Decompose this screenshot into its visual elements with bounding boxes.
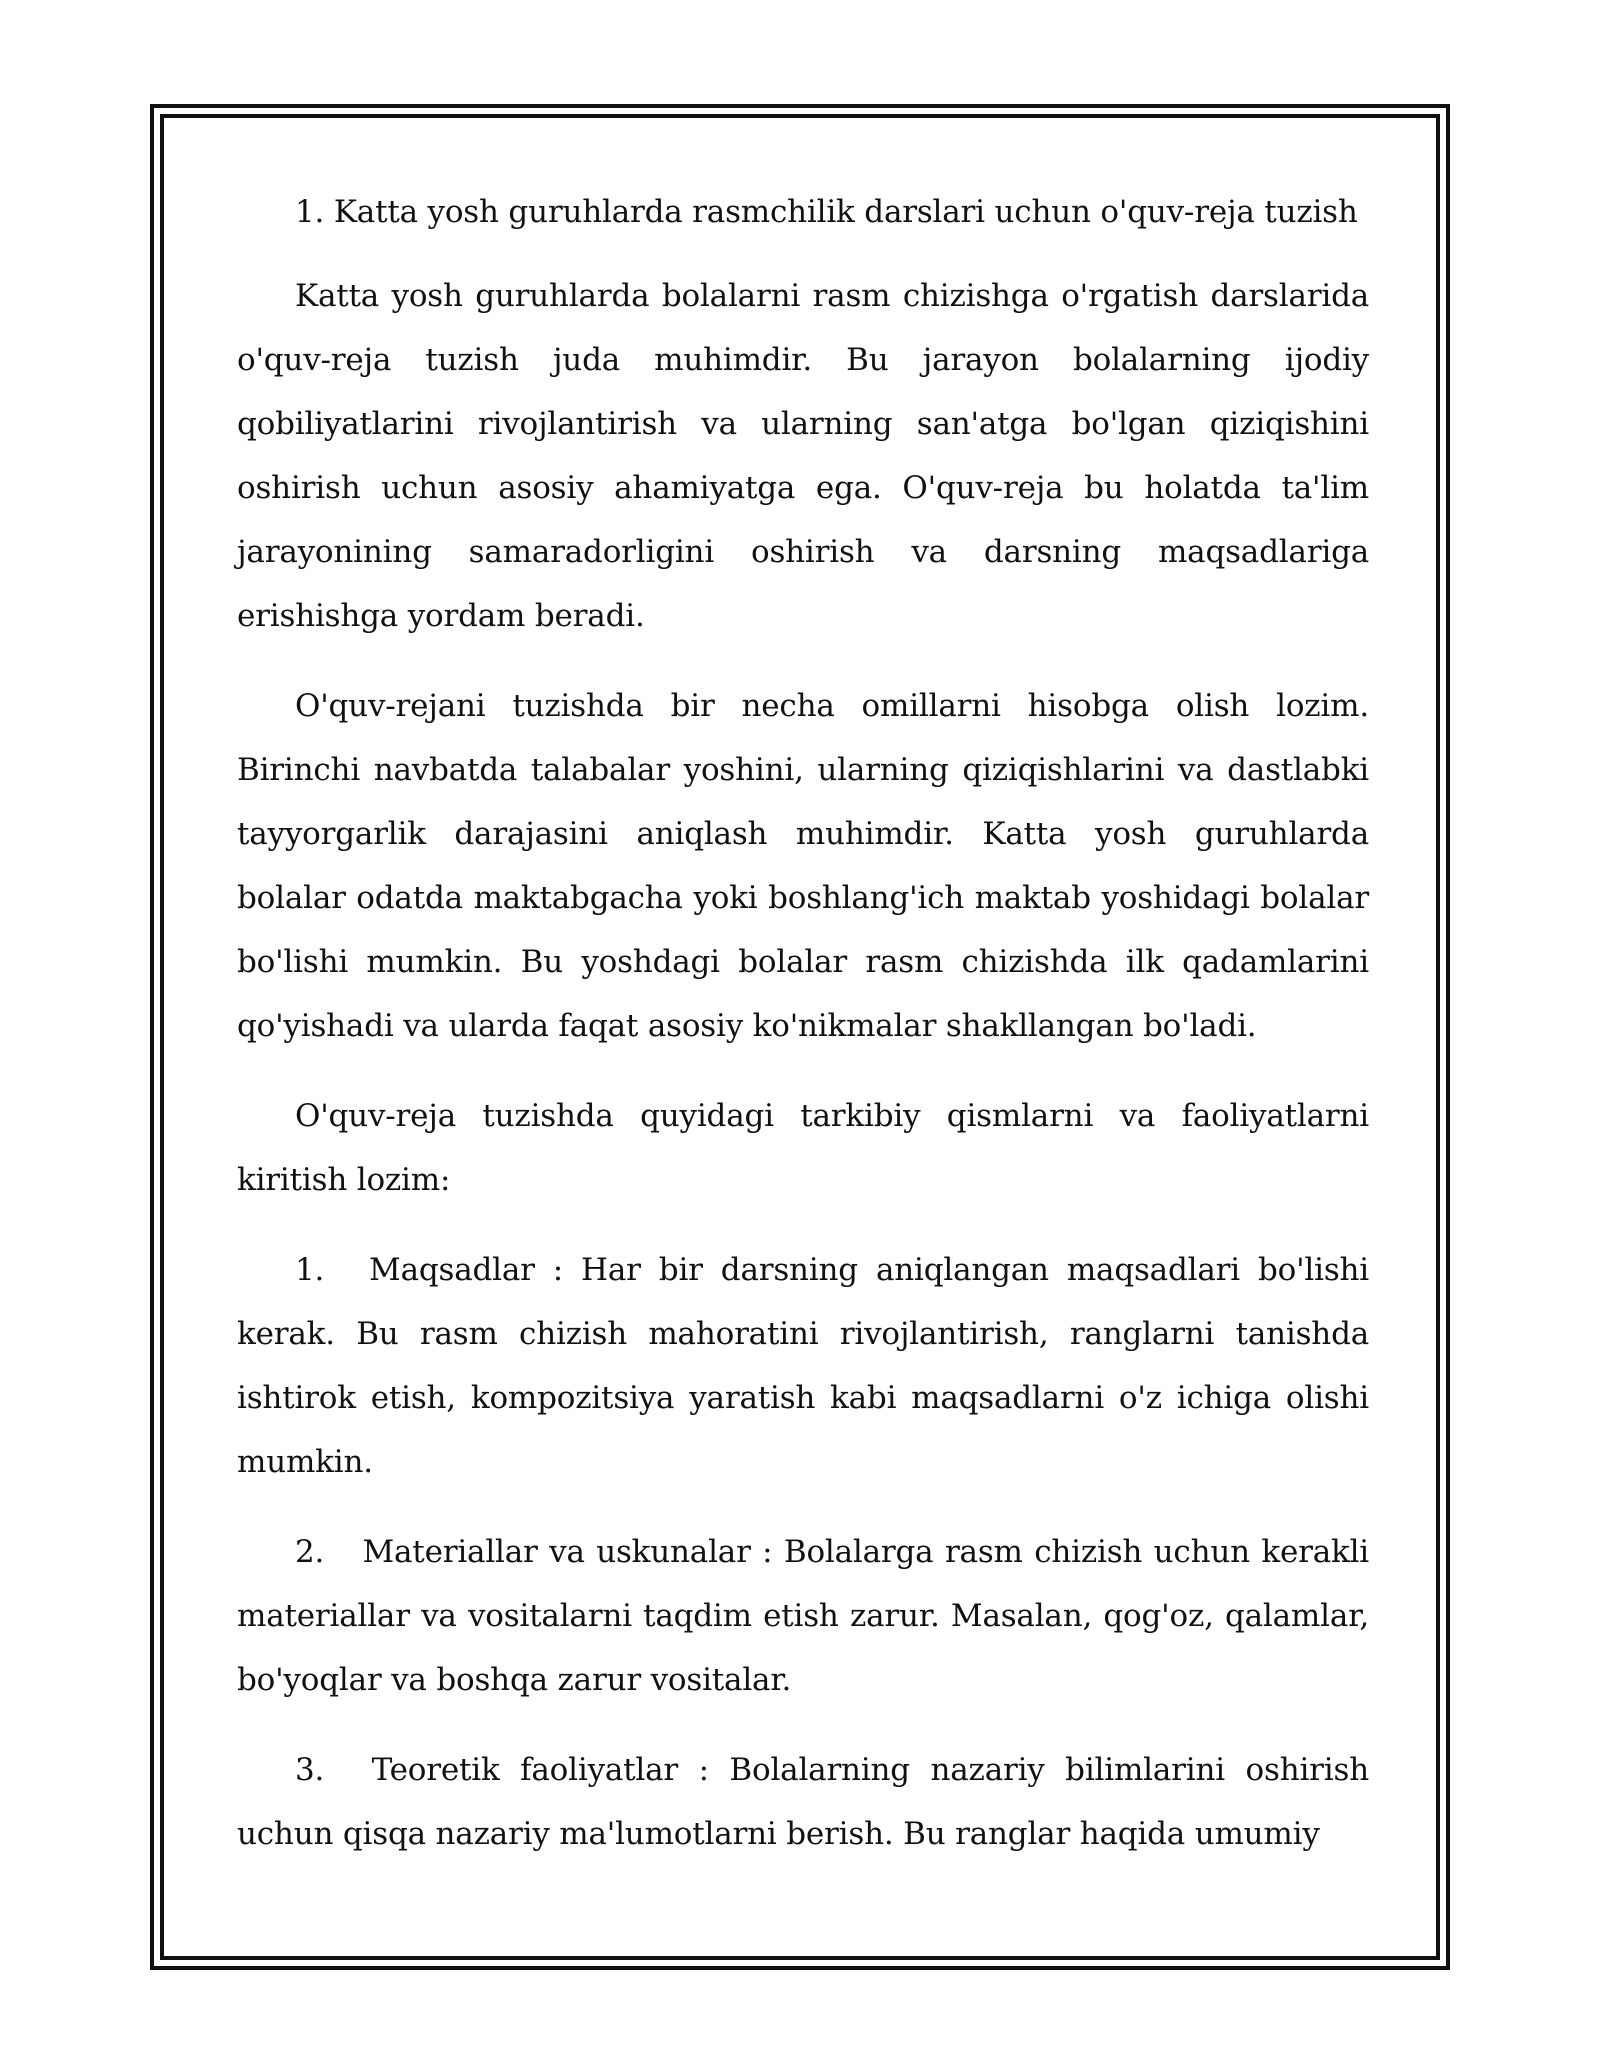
list-item-theory [237, 1738, 1369, 1866]
list-item-text: Maqsadlar : Har bir darsning aniqlangan maqsadlari bo'lishi kerak. Bu rasm chizish mahoratini rivojlantirish, ranglarni tanishda ishtirok etish, kompozitsiya yaratish kabi maqsadlarni o'z ichiga olishi mumkin. [237, 1252, 1370, 1480]
list-item-text: Materiallar va uskunalar : Bolalarga rasm chizish uchun kerakli materiallar va vositalarni taqdim etish zarur. Masalan, qog'oz, qalamlar, bo'yoqlar va boshqa zarur vositalar. [237, 1534, 1370, 1698]
list-item-number: 3. [295, 1752, 325, 1788]
list-item-text: Teoretik faoliyatlar : Bolalarning nazariy bilimlarini oshirish uchun qisqa nazariy ma'lumotlarni berish. Bu ranglar haqida umumiy [237, 1752, 1369, 1852]
paragraph-factors: O'quv-rejani tuzishda bir necha omillarni hisobga olish lozim. Birinchi navbatda talabalar yoshini, ularning qiziqishlarini va dastlabki tayyorgarlik darajasini aniqlash muhimdir. Katta yosh guruhlarda bolalar odatda maktabgacha yoki boshlang'ich maktab yoshidagi bolalar bo'lishi mumkin. Bu yoshdagi bolalar rasm chizishda ilk qadamlarini qo'yishadi va ularda faqat asosiy ko'nikmalar shakllangan bo'ladi. [237, 688, 1369, 1044]
list-item-number: 1. [295, 1252, 325, 1288]
list-item-materials [237, 1520, 1369, 1712]
document-body [237, 180, 1369, 1892]
list-item-goals [237, 1238, 1369, 1494]
list-item-number: 2. [295, 1534, 325, 1570]
paragraph-components-intro: O'quv-reja tuzishda quyidagi tarkibiy qismlarni va faoliyatlarni kiritish lozim: [237, 1098, 1369, 1198]
section-heading: 1. Katta yosh guruhlarda rasmchilik darslari uchun o'quv-reja tuzish [295, 194, 1358, 230]
paragraph-intro: Katta yosh guruhlarda bolalarni rasm chizishga o'rgatish darslarida o'quv-reja tuzish juda muhimdir. Bu jarayon bolalarning ijodiy qobiliyatlarini rivojlantirish va ularning san'atga bo'lgan qiziqishini oshirish uchun asosiy ahamiyatga ega. O'quv-reja bu holatda ta'lim jarayonining samaradorligini oshirish va darsning maqsadlariga erishishga yordam beradi. [237, 278, 1369, 634]
